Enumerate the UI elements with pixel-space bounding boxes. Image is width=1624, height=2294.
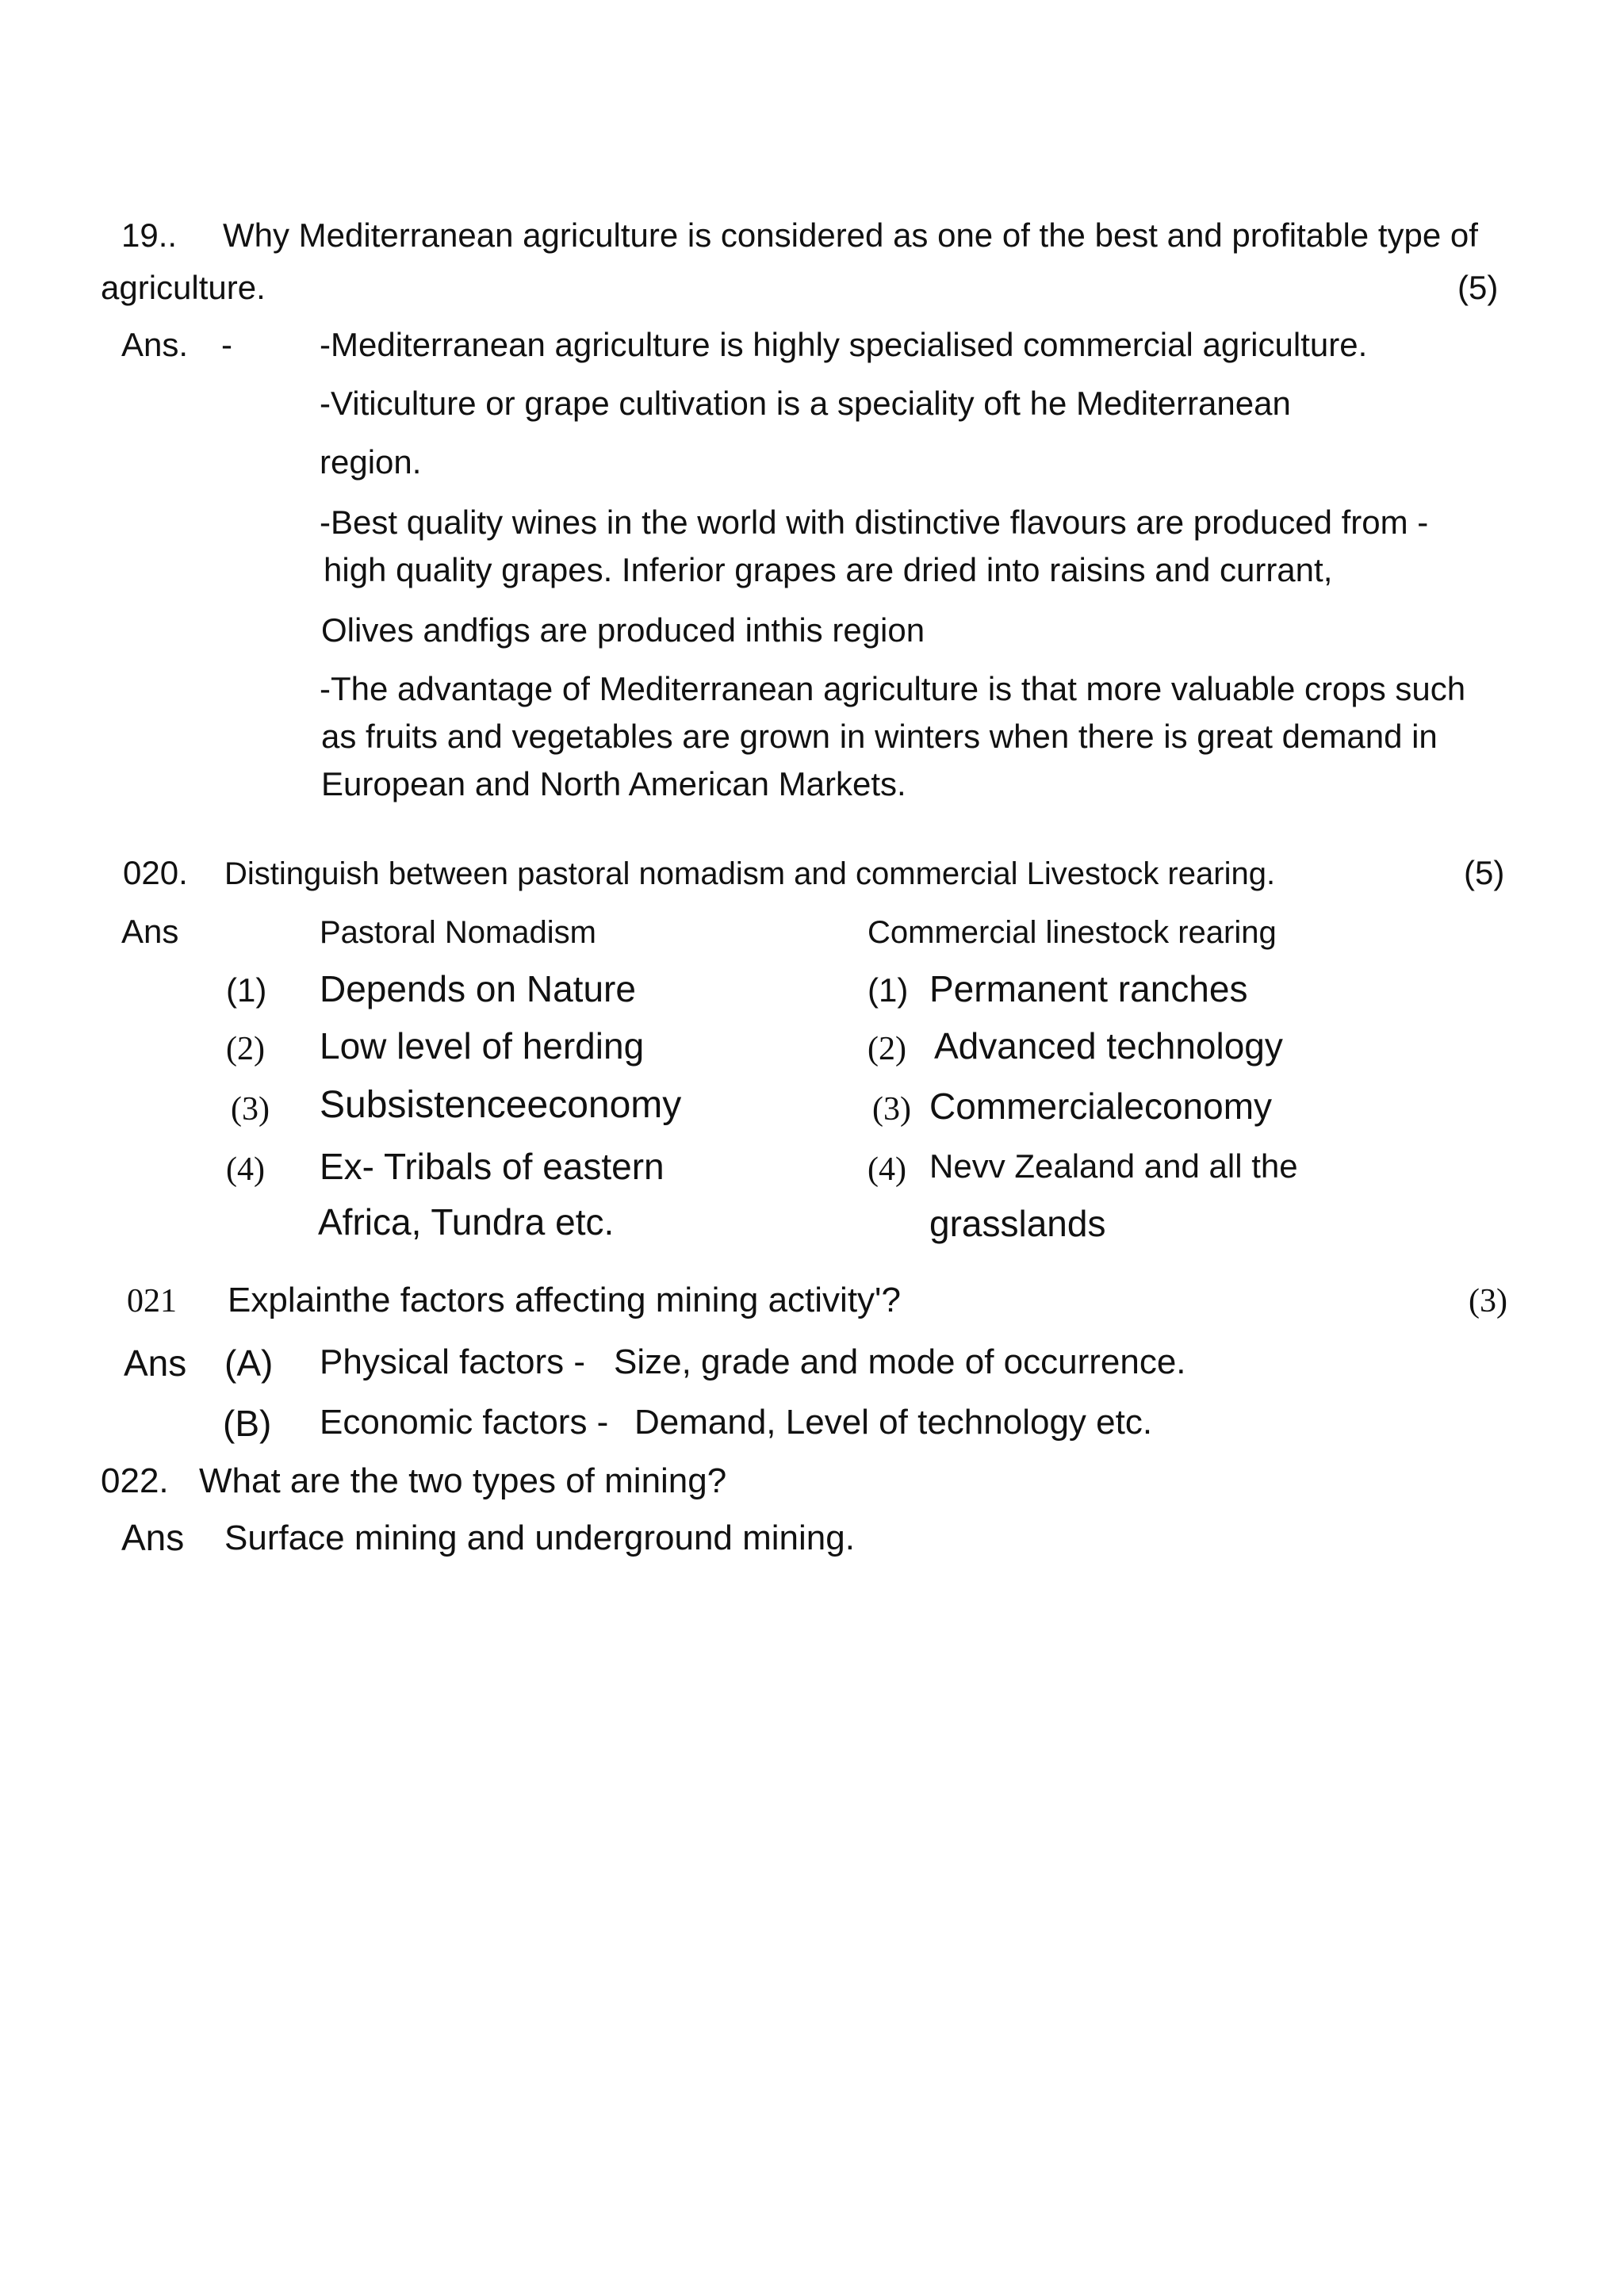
q19-question-line1: Why Mediterranean agriculture is considered as one of the best and profitable type of	[223, 216, 1478, 254]
q19-answer-line: -Viticulture or grape cultivation is a speciality oft he Mediterranean	[320, 385, 1291, 422]
q22-ans-label: Ans	[121, 1517, 185, 1558]
q20-col1-header: Pastoral Nomadism	[320, 915, 597, 950]
q20-col1-num: (3)	[231, 1091, 270, 1128]
q21-item-text: Demand, Level of technology etc.	[634, 1403, 1153, 1442]
q20-col2-item: Permanent ranches	[929, 968, 1248, 1009]
q21-marks: (3)	[1469, 1283, 1507, 1319]
q19-number: 19..	[121, 216, 178, 254]
q19-answer-line: -Best quality wines in the world with distinctive flavours are produced from -	[320, 504, 1429, 541]
q20-col2-num: (2)	[868, 1031, 906, 1067]
q19-question-line2: agriculture.	[101, 269, 266, 306]
q20-col1-item: Subsistenceeconomy	[320, 1084, 682, 1126]
q20-col1-item: Depends on Nature	[320, 968, 636, 1009]
q21-item-num: (A)	[224, 1342, 274, 1384]
q19-answer-line: high quality grapes. Inferior grapes are dried into raisins and currant,	[324, 551, 1333, 588]
q20-col1-num: (4)	[226, 1151, 265, 1188]
q20-col1-item: Ex- Tribals of eastern	[320, 1146, 665, 1187]
q21-item-label: Physical factors -	[320, 1342, 585, 1381]
q22-number: 022.	[101, 1461, 169, 1500]
q20-col1-item-cont: Africa, Tundra etc.	[318, 1201, 615, 1243]
q20-col2-header: Commercial linestock rearing	[868, 915, 1277, 950]
q20-col1-num: (1)	[226, 971, 267, 1009]
q21-item-text: Size, grade and mode of occurrence.	[614, 1342, 1186, 1381]
q19-answer-line: -Mediterranean agriculture is highly specialised commercial agriculture.	[320, 326, 1368, 363]
q19-marks: (5)	[1457, 269, 1499, 306]
q21-item-label: Economic factors -	[320, 1403, 609, 1442]
q20-marks: (5)	[1464, 854, 1505, 891]
q19-answer-line: -The advantage of Mediterranean agriculture is that more valuable crops such	[320, 670, 1466, 707]
q21-question: Explainthe factors affecting mining activity'?	[228, 1281, 901, 1319]
q20-question: Distinguish between pastoral nomadism and commercial Livestock rearing.	[224, 856, 1276, 891]
q19-answer-line: region.	[320, 443, 422, 481]
q22-question: What are the two types of mining?	[199, 1461, 727, 1500]
q20-col2-num: (3)	[872, 1091, 911, 1128]
q20-col2-item: Advanced technology	[934, 1025, 1283, 1067]
q21-ans-label: Ans	[124, 1342, 187, 1384]
q20-number: 020.	[123, 854, 188, 891]
q19-answer-line: as fruits and vegetables are grown in winters when there is great demand in	[321, 718, 1438, 755]
q19-answer-line: Olives andfigs are produced inthis region	[321, 611, 925, 649]
q20-ans-label: Ans	[121, 913, 179, 950]
q21-number: 021	[127, 1283, 177, 1319]
q20-col1-item: Low level of herding	[320, 1025, 645, 1067]
q19-answer-line: European and North American Markets.	[321, 765, 906, 802]
q20-col2-item: Commercialeconomy	[929, 1086, 1273, 1127]
q19-ans-dash: -	[221, 326, 232, 363]
q20-col2-item-cont: grasslands	[929, 1203, 1106, 1244]
q19-ans-label: Ans.	[121, 326, 189, 363]
q20-col2-num: (1)	[868, 971, 909, 1009]
q20-col2-item: Nevv Zealand and all the	[929, 1147, 1298, 1185]
q20-col1-num: (2)	[226, 1031, 265, 1067]
q21-item-num: (B)	[223, 1403, 272, 1444]
q20-col2-num: (4)	[868, 1151, 906, 1188]
q22-answer: Surface mining and underground mining.	[224, 1518, 855, 1557]
